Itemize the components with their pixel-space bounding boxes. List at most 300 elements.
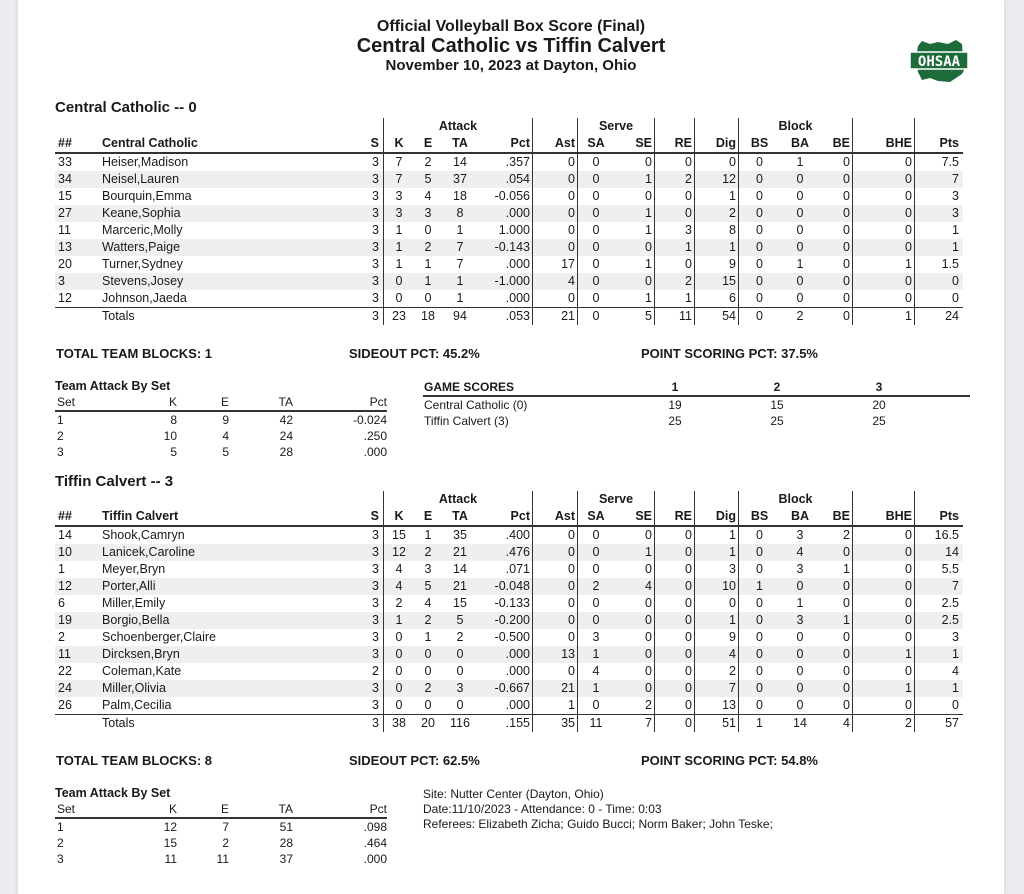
gs-score: 25	[668, 414, 682, 428]
player-pts: 2.5	[941, 596, 959, 610]
player-ba: 3	[796, 562, 804, 576]
player-num: 6	[58, 596, 65, 610]
team1-title: Central Catholic -- 0	[55, 99, 197, 116]
player-k: 0	[384, 273, 415, 290]
player-ast: 0	[533, 612, 578, 629]
player-ast: 0	[533, 171, 578, 188]
abs-e: 9	[222, 413, 229, 427]
player-dig: 13	[695, 697, 739, 715]
player-be: 0	[820, 680, 853, 697]
player-num: 22	[58, 664, 72, 678]
abs-col-set: Set	[55, 394, 127, 411]
total-dig: 54	[695, 308, 739, 326]
abs-col-pct: Pct	[293, 394, 387, 411]
abs-pct: .098	[363, 820, 387, 834]
attack-by-set-row	[55, 411, 387, 428]
player-k: 0	[395, 630, 403, 644]
player-pts: 3	[915, 205, 964, 222]
player-name: Miller,Olivia	[102, 680, 362, 697]
player-row	[55, 663, 963, 680]
player-num: 19	[55, 612, 102, 629]
player-num: 14	[58, 528, 72, 542]
player-e: 3	[414, 205, 442, 222]
total-sa: 11	[578, 715, 615, 733]
player-sa: 3	[592, 630, 600, 644]
report-title: Official Volleyball Box Score (Final)	[376, 18, 646, 35]
player-name: Coleman,Kate	[102, 664, 182, 678]
player-re: 0	[655, 697, 695, 715]
player-ba: 0	[780, 205, 820, 222]
player-ast: 21	[533, 680, 578, 697]
player-pct: .000	[478, 205, 533, 222]
player-ba: 3	[780, 612, 820, 629]
abs-col-k: K	[127, 394, 177, 411]
player-row	[55, 697, 963, 715]
player-se: 0	[614, 239, 655, 256]
player-bhe: 0	[853, 663, 915, 680]
player-e: 0	[424, 223, 432, 237]
player-s: 3	[362, 680, 384, 697]
player-e: 4	[424, 596, 432, 610]
col-k: K	[384, 135, 415, 153]
player-name: Borgio,Bella	[102, 612, 362, 629]
col-player: Central Catholic	[102, 135, 362, 153]
player-k: 4	[384, 578, 415, 595]
player-name: Heiser,Madison	[102, 155, 189, 169]
player-se: 2	[614, 697, 655, 715]
team1-sideout-pct: SIDEOUT PCT: 45.2%	[349, 346, 480, 361]
player-sa: 0	[592, 291, 600, 305]
player-pct: -0.667	[478, 680, 533, 697]
attack-by-set-row	[55, 835, 387, 851]
abs-set: 1	[57, 820, 64, 834]
player-sa: 0	[592, 155, 600, 169]
player-bs: 0	[739, 646, 781, 663]
player-bhe: 0	[853, 153, 915, 171]
date-location: November 10, 2023 at Dayton, Ohio	[385, 57, 637, 74]
player-row	[55, 526, 963, 544]
player-e: 2	[414, 680, 442, 697]
player-s: 3	[362, 153, 384, 171]
player-ba: 0	[796, 664, 804, 678]
player-name: Neisel,Lauren	[102, 171, 362, 188]
col-s: S	[362, 135, 384, 153]
group-block: Block	[739, 491, 853, 508]
ohsaa-logo-icon	[908, 38, 970, 84]
abs-set: 2	[57, 429, 64, 443]
player-num: 1	[58, 562, 65, 576]
player-bhe: 1	[853, 680, 915, 697]
player-num: 27	[55, 205, 102, 222]
box-score-page	[18, 0, 1004, 894]
player-bhe: 0	[853, 188, 915, 205]
player-s: 3	[362, 188, 384, 205]
group-attack: Attack	[384, 118, 533, 135]
player-ta: 21	[442, 544, 478, 561]
player-re: 0	[655, 544, 695, 561]
attack-by-set-row	[55, 818, 387, 835]
player-re: 0	[655, 612, 695, 629]
game-1-header: 1	[624, 379, 726, 396]
player-s: 3	[362, 171, 384, 188]
abs-k: 12	[163, 820, 177, 834]
player-bs: 0	[756, 257, 763, 271]
total-e: 18	[414, 308, 442, 326]
player-bs: 0	[739, 680, 781, 697]
player-row	[55, 544, 963, 561]
player-be: 0	[820, 663, 853, 680]
total-pts: 24	[915, 308, 964, 326]
player-k: 1	[395, 223, 403, 237]
player-ast: 0	[533, 239, 578, 256]
player-pct: .054	[478, 171, 533, 188]
abs-pct: .000	[363, 445, 387, 459]
player-pct: -0.133	[478, 595, 533, 612]
player-sa: 2	[578, 578, 615, 595]
player-se: 0	[614, 663, 655, 680]
player-num: 34	[55, 171, 102, 188]
player-pct: -0.143	[478, 239, 533, 256]
player-pct: -0.200	[478, 612, 533, 629]
player-pct: .357	[478, 153, 533, 171]
player-k: 1	[384, 239, 415, 256]
col-num: ##	[55, 508, 102, 526]
player-num: 26	[58, 698, 72, 712]
team1-player-rows	[55, 153, 963, 308]
player-be: 0	[820, 290, 853, 308]
player-ta: 18	[453, 189, 467, 203]
player-sa: 0	[578, 273, 615, 290]
player-ast: 0	[533, 578, 578, 595]
player-re: 0	[655, 646, 695, 663]
player-se: 1	[614, 171, 655, 188]
abs-ta: 37	[279, 852, 293, 866]
player-pts: 14	[915, 544, 964, 561]
player-name: Schoenberger,Claire	[102, 630, 216, 644]
col-s: S	[362, 508, 384, 526]
column-headers	[55, 508, 963, 526]
player-bs: 0	[756, 596, 763, 610]
player-num: 3	[55, 273, 102, 290]
player-ast: 17	[533, 256, 578, 273]
player-name: Shook,Camryn	[102, 528, 185, 542]
player-dig: 3	[695, 561, 739, 578]
player-pts: 1.5	[941, 257, 959, 271]
col-pts: Pts	[915, 135, 964, 153]
player-dig: 2	[695, 663, 739, 680]
player-s: 3	[362, 256, 384, 273]
player-sa: 0	[578, 612, 615, 629]
player-bhe: 0	[853, 290, 915, 308]
player-be: 2	[820, 526, 853, 544]
player-se: 0	[614, 629, 655, 646]
abs-ta: 28	[279, 836, 293, 850]
group-serve: Serve	[578, 491, 655, 508]
player-s: 3	[362, 205, 384, 222]
player-ast: 0	[533, 629, 578, 646]
player-se: 0	[614, 273, 655, 290]
team1-total-team-blocks: TOTAL TEAM BLOCKS: 1	[56, 346, 212, 361]
player-pts: 7	[915, 578, 964, 595]
player-pct: .000	[478, 290, 533, 308]
team2-box-score-table	[55, 491, 963, 732]
col-pct: Pct	[478, 508, 533, 526]
player-num: 13	[55, 239, 102, 256]
abs-ta: 51	[279, 820, 293, 834]
team2-point-scoring-pct: POINT SCORING PCT: 54.8%	[641, 753, 818, 768]
abs-e: 7	[222, 820, 229, 834]
team2-total-team-blocks: TOTAL TEAM BLOCKS: 8	[56, 753, 212, 768]
player-s: 2	[362, 663, 384, 680]
total-be: 4	[820, 715, 853, 733]
player-ba: 0	[780, 171, 820, 188]
player-sa: 0	[578, 239, 615, 256]
player-ba: 0	[796, 630, 804, 644]
player-dig: 1	[695, 188, 739, 205]
player-dig: 2	[695, 205, 739, 222]
total-re: 11	[655, 308, 695, 326]
player-pts: 1	[915, 646, 964, 663]
attack-by-set-row	[55, 428, 387, 444]
game-2-header: 2	[726, 379, 828, 396]
svg-text:OHSAA: OHSAA	[917, 54, 961, 70]
player-pts: 0	[952, 698, 959, 712]
abs-ta: 42	[279, 413, 293, 427]
player-ta: 37	[442, 171, 478, 188]
abs-col-e: E	[177, 394, 229, 411]
player-re: 1	[655, 290, 695, 308]
player-ta: 1	[442, 273, 478, 290]
player-ast: 0	[533, 526, 578, 544]
player-dig: 6	[695, 290, 739, 308]
player-dig: 9	[695, 256, 739, 273]
player-se: 0	[614, 561, 655, 578]
player-pts: 1	[915, 239, 964, 256]
total-dig: 51	[695, 715, 739, 733]
player-dig: 1	[695, 544, 739, 561]
player-ba: 0	[796, 223, 804, 237]
player-bhe: 0	[853, 595, 915, 612]
player-name: Porter,Alli	[102, 578, 362, 595]
player-e: 2	[414, 612, 442, 629]
player-row	[55, 680, 963, 697]
player-pts: 3	[952, 189, 959, 203]
player-ba: 1	[796, 155, 804, 169]
player-pts: 1	[952, 223, 959, 237]
player-k: 0	[395, 698, 403, 712]
player-row	[55, 578, 963, 595]
col-re: RE	[655, 135, 695, 153]
player-row	[55, 612, 963, 629]
total-k: 23	[384, 308, 415, 326]
col-ast: Ast	[533, 508, 578, 526]
player-be: 0	[820, 595, 853, 612]
player-ast: 0	[533, 188, 578, 205]
player-be: 0	[820, 188, 853, 205]
col-e: E	[414, 508, 442, 526]
player-pct: -0.048	[478, 578, 533, 595]
player-dig: 7	[695, 680, 739, 697]
player-num: 12	[58, 291, 72, 305]
player-pct: .476	[478, 544, 533, 561]
totals-label: Totals	[102, 308, 362, 326]
player-pts: 7.5	[941, 155, 959, 169]
col-ba: BA	[780, 135, 820, 153]
player-se: 4	[614, 578, 655, 595]
player-s: 3	[362, 612, 384, 629]
abs-col-ta: TA	[229, 394, 293, 411]
player-pct: .000	[478, 256, 533, 273]
player-ba: 0	[780, 680, 820, 697]
player-dig: 10	[695, 578, 739, 595]
player-ta: 14	[453, 155, 467, 169]
player-row	[55, 561, 963, 578]
column-headers	[55, 135, 963, 153]
player-bs: 0	[756, 223, 763, 237]
player-sa: 4	[592, 664, 600, 678]
player-se: 0	[614, 595, 655, 612]
player-pct: -0.056	[478, 188, 533, 205]
col-e: E	[414, 135, 442, 153]
player-bs: 0	[739, 205, 781, 222]
player-bhe: 0	[853, 697, 915, 715]
player-bs: 0	[756, 562, 763, 576]
gs-score: 25	[770, 414, 784, 428]
player-pts: 1	[915, 680, 964, 697]
player-be: 0	[820, 153, 853, 171]
player-name: Turner,Sydney	[102, 257, 183, 271]
total-pct: .053	[478, 308, 533, 326]
game-scores-row	[423, 413, 970, 429]
player-ast: 0	[533, 153, 578, 171]
player-pct: 1.000	[478, 222, 533, 239]
player-row	[55, 239, 963, 256]
player-re: 0	[655, 205, 695, 222]
total-ta: 94	[442, 308, 478, 326]
player-e: 0	[424, 291, 432, 305]
player-bhe: 1	[853, 256, 915, 273]
player-bs: 0	[739, 273, 781, 290]
player-e: 2	[414, 239, 442, 256]
player-pts: 4	[952, 664, 959, 678]
col-sa: SA	[578, 135, 615, 153]
total-k: 38	[384, 715, 415, 733]
team1-attack-by-set	[55, 379, 387, 460]
player-be: 0	[820, 629, 853, 646]
col-dig: Dig	[695, 135, 739, 153]
col-ast: Ast	[533, 135, 578, 153]
player-k: 15	[392, 528, 406, 542]
player-row	[55, 256, 963, 273]
player-bs: 0	[739, 239, 781, 256]
player-bhe: 0	[853, 239, 915, 256]
player-bhe: 0	[853, 544, 915, 561]
abs-pct: .000	[363, 852, 387, 866]
player-e: 1	[424, 257, 432, 271]
player-k: 1	[395, 257, 403, 271]
total-pct: .155	[478, 715, 533, 733]
player-name: Marceric,Molly	[102, 223, 183, 237]
player-dig: 1	[695, 612, 739, 629]
total-re: 0	[655, 715, 695, 733]
player-ast: 0	[533, 561, 578, 578]
player-pct: -0.500	[478, 629, 533, 646]
player-num: 20	[58, 257, 72, 271]
gs-team: Central Catholic (0)	[424, 398, 528, 412]
player-sa: 0	[592, 596, 600, 610]
team2-totals-row	[55, 715, 963, 733]
col-dig: Dig	[695, 508, 739, 526]
player-ba: 0	[780, 646, 820, 663]
player-ta: 7	[442, 239, 478, 256]
total-ast: 21	[533, 308, 578, 326]
player-s: 3	[362, 239, 384, 256]
player-sa: 0	[578, 205, 615, 222]
player-se: 1	[614, 544, 655, 561]
total-se: 5	[614, 308, 655, 326]
gs-score: 19	[668, 398, 682, 412]
player-re: 0	[655, 680, 695, 697]
player-se: 1	[614, 256, 655, 273]
player-dig: 1	[695, 526, 739, 544]
player-e: 3	[424, 562, 432, 576]
player-k: 0	[384, 646, 415, 663]
player-ast: 0	[533, 205, 578, 222]
team1-point-scoring-pct: POINT SCORING PCT: 37.5%	[641, 346, 818, 361]
player-ba: 0	[780, 578, 820, 595]
col-ba: BA	[780, 508, 820, 526]
player-row	[55, 595, 963, 612]
matchup-title: Central Catholic vs Tiffin Calvert	[356, 35, 666, 57]
player-name: Lanicek,Caroline	[102, 544, 362, 561]
team2-attack-by-set	[55, 786, 387, 867]
player-be: 0	[820, 273, 853, 290]
player-se: 0	[614, 680, 655, 697]
player-k: 4	[395, 562, 403, 576]
abs-e: 4	[222, 429, 229, 443]
player-be: 0	[820, 646, 853, 663]
total-s: 3	[362, 715, 384, 733]
player-re: 2	[655, 273, 695, 290]
abs-col-e: E	[177, 801, 229, 818]
report-header	[18, 18, 1004, 74]
player-name: Johnson,Jaeda	[102, 291, 187, 305]
total-ba: 2	[780, 308, 820, 326]
attack-by-set-row	[55, 444, 387, 460]
col-player: Tiffin Calvert	[102, 508, 362, 526]
player-ta: 15	[453, 596, 467, 610]
player-pts: 16.5	[934, 528, 959, 542]
player-row	[55, 273, 963, 290]
player-num: 12	[55, 578, 102, 595]
player-be: 0	[820, 697, 853, 715]
player-s: 3	[362, 595, 384, 612]
player-e: 2	[414, 544, 442, 561]
player-row	[55, 646, 963, 663]
player-re: 0	[655, 153, 695, 171]
game-scores-row	[423, 396, 970, 413]
player-se: 1	[614, 290, 655, 308]
player-bs: 0	[739, 171, 781, 188]
player-ta: 0	[456, 664, 464, 678]
total-bhe: 1	[853, 308, 915, 326]
abs-col-set: Set	[55, 801, 127, 818]
player-re: 2	[655, 171, 695, 188]
player-re: 0	[655, 595, 695, 612]
col-re: RE	[655, 508, 695, 526]
player-re: 0	[655, 578, 695, 595]
player-re: 0	[655, 561, 695, 578]
